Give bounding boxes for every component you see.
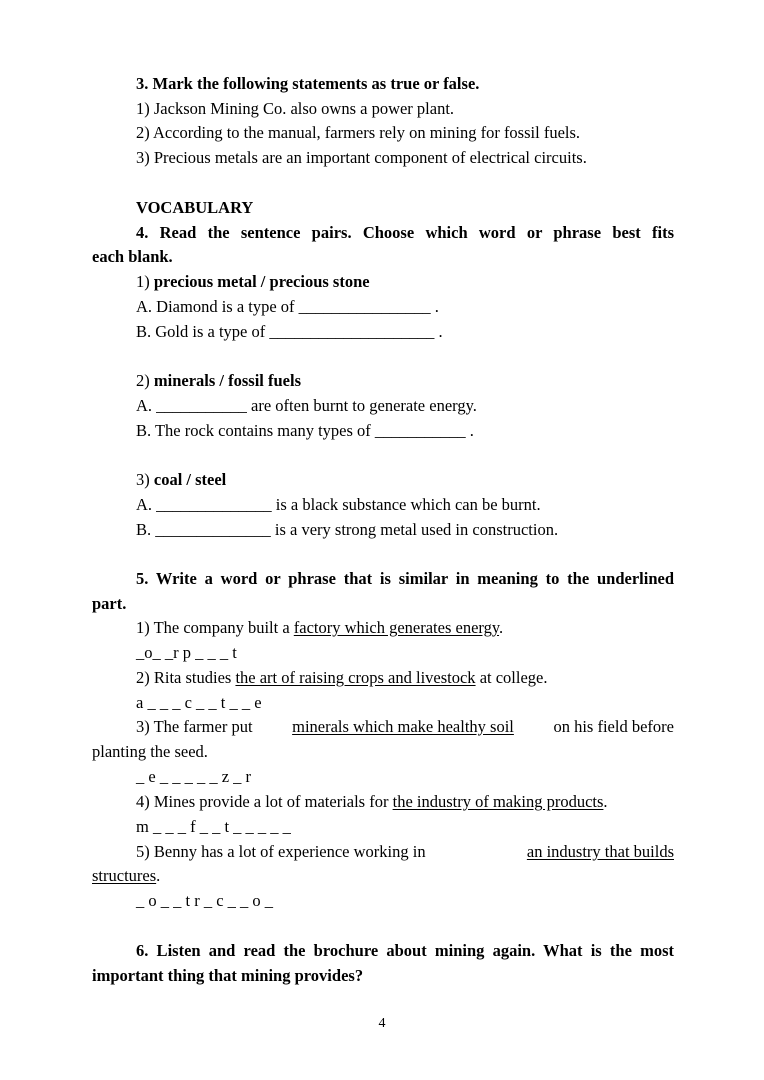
q4-pair-2-options: minerals / fossil fuels [153,371,301,390]
q4-pair-1-a: A. Diamond is a type of ________________ . [136,297,439,316]
q4-pair-3-options: coal / steel [153,470,227,489]
q5-item-1-text: 1) The company built a [136,618,294,637]
q5-item-1-underlined: factory which generates energy [293,618,500,637]
q5-item-2 [136,666,547,690]
q5-item-3 [136,715,674,739]
q5-item-4-text: 4) Mines provide a lot of materials for [136,792,393,811]
q4-pair-3-words [136,468,226,492]
q5-item-2-underlined: the art of raising crops and livestock [235,668,476,687]
q5-item-5-underlined: an industry that builds [526,842,674,861]
q5-item-2-end: at college. [475,668,548,687]
vocabulary-title: VOCABULARY [136,198,254,217]
q4-pair-1-words [136,270,370,294]
q5-item-5-end: . [156,866,161,885]
q5-heading-line2: part. [92,594,127,613]
q5-item-5-underlined-cont: structures [92,866,157,885]
q3-item-3: 3) Precious metals are an important component of electrical circuits. [136,148,587,167]
q4-pair-2-b: B. The rock contains many types of ___________ . [136,421,474,440]
q5-item-4-hint: m _ _ _ f _ _ t _ _ _ _ _ [136,817,291,836]
q4-heading-line2: each blank. [92,247,173,266]
q5-item-4-end: . [603,792,608,811]
q4-pair-1-number: 1) [136,272,154,291]
q4-pair-2-a: A. ___________ are often burnt to generate energy. [136,396,477,415]
q5-item-5-hint: _ o _ _ t r _ c _ _ o _ [136,891,274,910]
q4-pair-3-b: B. ______________ is a very strong metal used in construction. [136,520,559,539]
q4-pair-1-options: precious metal / precious stone [153,272,370,291]
q3-heading: 3. Mark the following statements as true or false. [136,74,480,93]
q5-item-3-hint: _ e _ _ _ _ _ z _ r [136,767,252,786]
q4-pair-3-number: 3) [136,470,154,489]
q4-heading-line1: 4. Read the sentence pairs. Choose which word or phrase best fits [136,223,674,242]
q5-item-3-continued: planting the seed. [92,742,208,761]
q4-pair-2-words [136,369,301,393]
q5-item-3-text: 3) The farmer put [136,717,257,736]
q5-item-5-text: 5) Benny has a lot of experience working in [136,842,430,861]
q5-item-5-continued [92,864,160,888]
q5-heading-line1: 5. Write a word or phrase that is similar in meaning to the underlined [136,569,674,588]
q6-heading-line2: important thing that mining provides? [92,966,364,985]
q5-item-2-hint: a _ _ _ c _ _ t _ _ e [136,693,262,712]
q4-pair-2-number: 2) [136,371,154,390]
q6-heading-line1: 6. Listen and read the brochure about mining again. What is the most [136,941,674,960]
q5-item-3-end: on his field before [549,717,674,736]
q5-item-4 [136,790,608,814]
q5-item-1-end: . [499,618,504,637]
page-number: 4 [378,1016,386,1031]
q5-item-5 [136,840,674,864]
q5-item-1 [136,616,503,640]
q5-item-2-text: 2) Rita studies [136,668,236,687]
q4-pair-3-a: A. ______________ is a black substance which can be burnt. [136,495,541,514]
q5-item-1-hint: _o_ _r p _ _ _ t [136,643,237,662]
q5-item-4-underlined: the industry of making products [392,792,604,811]
q3-item-2: 2) According to the manual, farmers rely on mining for fossil fuels. [136,123,581,142]
q3-item-1: 1) Jackson Mining Co. also owns a power plant. [136,99,455,118]
q5-item-3-underlined: minerals which make healthy soil [292,717,514,736]
q4-pair-1-b: B. Gold is a type of ____________________ . [136,322,443,341]
